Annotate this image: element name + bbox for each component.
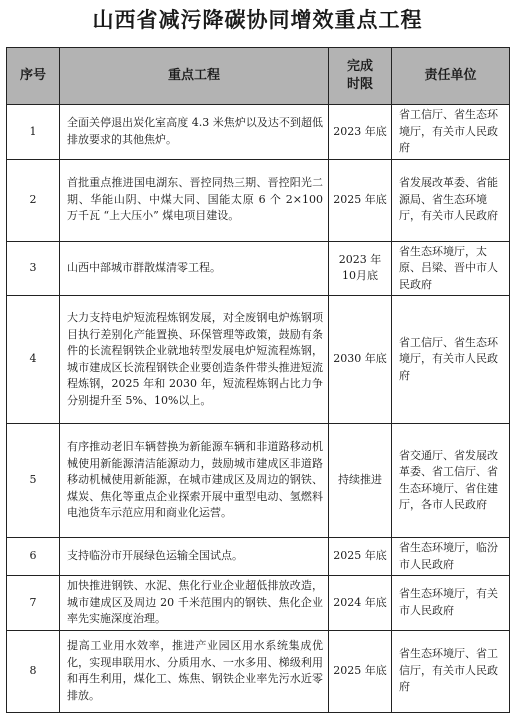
row-project: 山西中部城市群散煤清零工程。 (60, 241, 329, 296)
row-project: 有序推动老旧车辆替换为新能源车辆和非道路移动机械使用新能源清洁能源动力，鼓励城市建成区非道路移动机械使用新能源，在城市建成区及周边的钢铁、煤炭、焦化等重点企业探索开展中重型电动、氢燃料电池货车示范应用和商业化运营。 (60, 424, 329, 538)
row-index: 7 (7, 576, 60, 631)
row-deadline: 2023 年底 (329, 105, 392, 160)
row-unit: 省工信厅、省生态环境厅，有关市人民政府 (392, 105, 510, 160)
table-row (7, 538, 510, 576)
document-title: 山西省减污降碳协同增效重点工程 (92, 7, 423, 32)
row-deadline: 2025 年底 (329, 159, 392, 241)
header-deadline-line2: 时限 (346, 77, 373, 92)
row-unit: 省生态环境厅，临汾市人民政府 (392, 538, 510, 576)
row-unit: 省生态环境厅、省工信厅，有关市人民政府 (392, 630, 510, 712)
row-deadline (329, 241, 392, 296)
table-row (7, 241, 510, 296)
header-deadline (329, 48, 392, 105)
row-index: 6 (7, 538, 60, 576)
header-unit: 责任单位 (392, 48, 510, 105)
row-deadline: 2024 年底 (329, 576, 392, 631)
header-deadline-line1: 完成 (346, 59, 373, 74)
table-row (7, 159, 510, 241)
row-project: 支持临汾市开展绿色运输全国试点。 (60, 538, 329, 576)
row-index: 8 (7, 630, 60, 712)
row-unit: 省发展改革委、省能源局、省生态环境厅，有关市人民政府 (392, 159, 510, 241)
row-deadline: 2025 年底 (329, 630, 392, 712)
table-header-row (7, 48, 510, 105)
row-index: 4 (7, 296, 60, 424)
table-row (7, 105, 510, 160)
table-row (7, 424, 510, 538)
table-row (7, 576, 510, 631)
table-row (7, 630, 510, 712)
row-project: 大力支持电炉短流程炼钢发展，对全废钢电炉炼钢项目执行差别化产能置换、环保管理等政策，鼓励有条件的长流程钢铁企业就地转型发展电炉短流程炼钢，城市建成区长流程钢铁企业要创造条件带头推进短流程炼钢，2025 年和 2030 年，短流程炼钢占比力争分别提升至 5%、10%以上。 (60, 296, 329, 424)
row-unit: 省交通厅、省发展改革委、省工信厅、省生态环境厅、省住建厅，各市人民政府 (392, 424, 510, 538)
row-index: 2 (7, 159, 60, 241)
row-deadline-line2: 10月底 (342, 269, 378, 283)
row-project: 首批重点推进国电湖东、晋控同热三期、晋控阳光二期、华能山阴、中煤大同、国能太原 6 个 2×100 万千瓦 “上大压小” 煤电项目建设。 (60, 159, 329, 241)
key-projects-table (6, 47, 510, 713)
row-unit: 省生态环境厅，太原、吕梁、晋中市人民政府 (392, 241, 510, 296)
row-deadline: 持续推进 (329, 424, 392, 538)
row-deadline-line1: 2023 年 (338, 252, 382, 266)
row-index: 3 (7, 241, 60, 296)
table-row (7, 296, 510, 424)
row-project: 全面关停退出炭化室高度 4.3 米焦炉以及达不到超低排放要求的其他焦炉。 (60, 105, 329, 160)
row-project: 加快推进钢铁、水泥、焦化行业企业超低排放改造，城市建成区及周边 20 千米范围内的钢铁、焦化企业率先实施深度治理。 (60, 576, 329, 631)
header-project: 重点工程 (60, 48, 329, 105)
row-deadline: 2030 年底 (329, 296, 392, 424)
row-project: 提高工业用水效率，推进产业园区用水系统集成优化，实现串联用水、分质用水、一水多用、梯级利用和再生利用，煤化工、炼焦、钢铁企业率先污水近零排放。 (60, 630, 329, 712)
row-unit: 省工信厅、省生态环境厅，有关市人民政府 (392, 296, 510, 424)
row-index: 1 (7, 105, 60, 160)
row-deadline: 2025 年底 (329, 538, 392, 576)
row-index: 5 (7, 424, 60, 538)
header-index: 序号 (7, 48, 60, 105)
row-unit: 省生态环境厅，有关市人民政府 (392, 576, 510, 631)
